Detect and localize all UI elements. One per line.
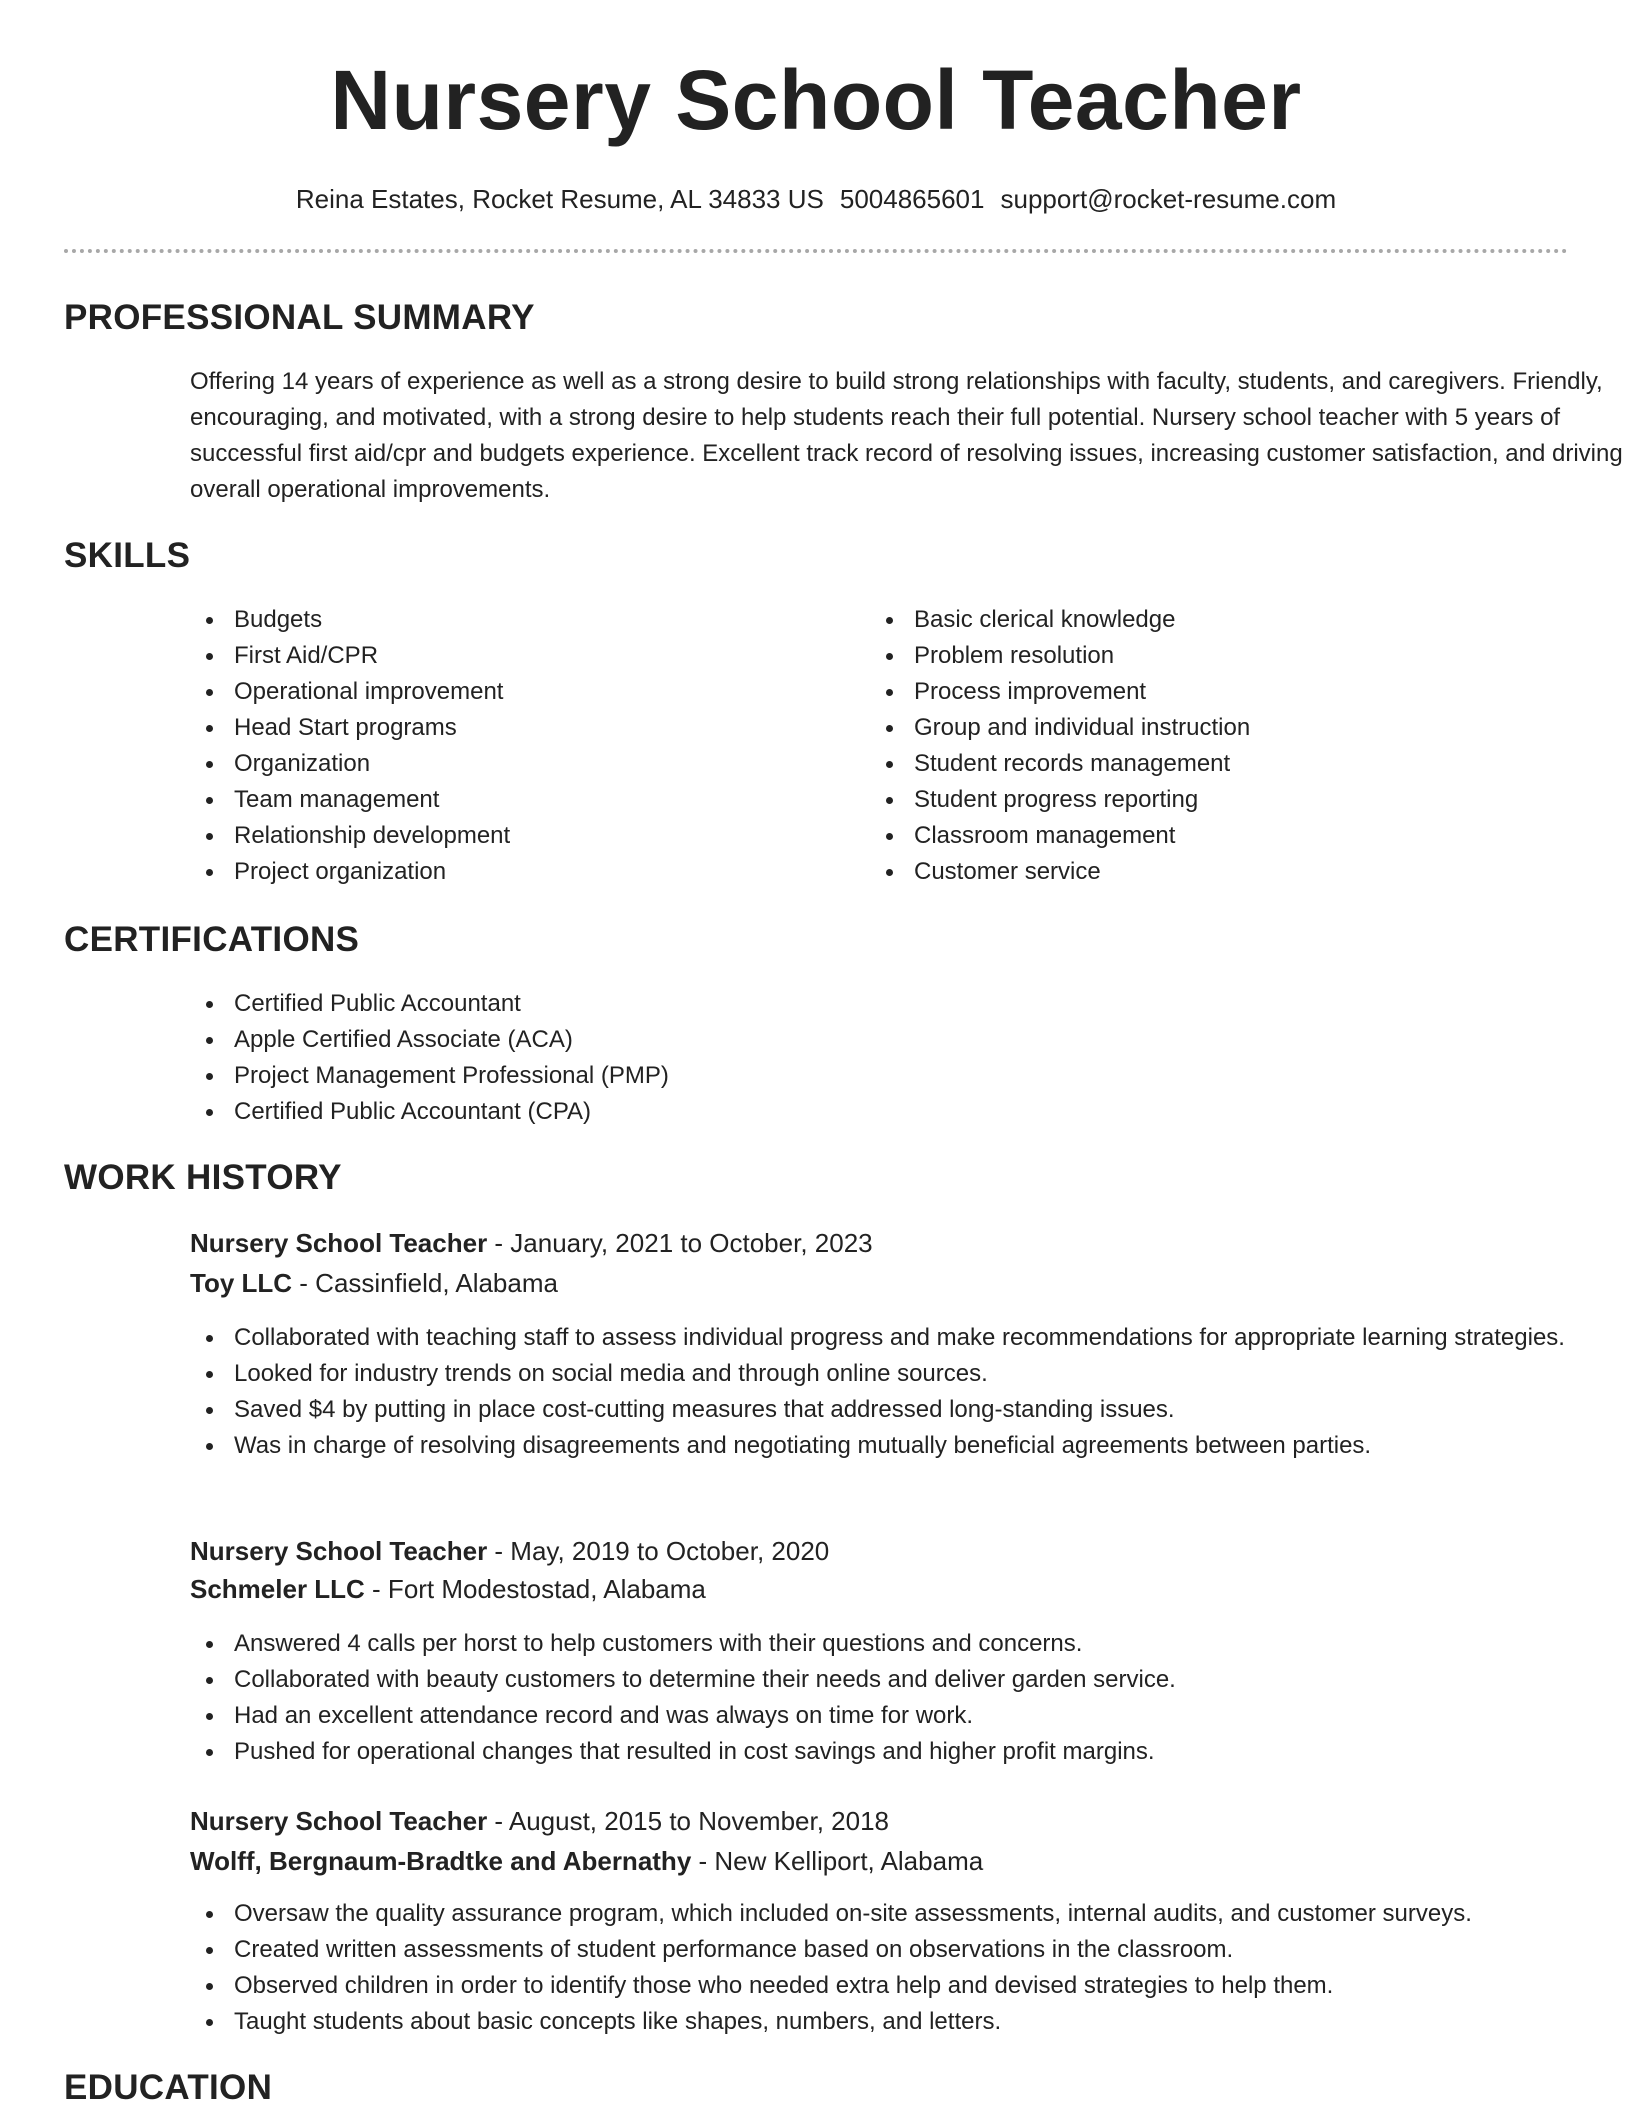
job-bullet: Collaborated with beauty customers to determine their needs and deliver garden service. <box>190 1662 1590 1698</box>
job-title: Nursery School Teacher <box>190 1806 488 1836</box>
skill-item: Student records management <box>870 746 1520 782</box>
skill-item: Team management <box>190 782 840 818</box>
job-bullet: Oversaw the quality assurance program, which included on-site assessments, internal audits, and customer surveys. <box>190 1896 1610 1932</box>
skill-item: Project organization <box>190 854 840 890</box>
skills-heading: SKILLS <box>64 536 191 575</box>
candidate-name: Nursery School Teacher <box>330 53 1302 147</box>
skill-item: First Aid/CPR <box>190 638 840 674</box>
contact-line <box>64 184 1568 215</box>
job-company: Wolff, Bergnaum-Bradtke and Abernathy <box>190 1846 692 1876</box>
skill-item: Group and individual instruction <box>870 710 1520 746</box>
job-title-line <box>190 1806 889 1837</box>
job-bullets <box>190 1896 1610 2040</box>
skill-item: Organization <box>190 746 840 782</box>
resume-page <box>64 0 1623 2112</box>
certification-item: Certified Public Accountant <box>190 986 1490 1022</box>
job-bullets <box>190 1626 1590 1770</box>
certification-item: Project Management Professional (PMP) <box>190 1058 1490 1094</box>
job-bullet: Pushed for operational changes that resulted in cost savings and higher profit margins. <box>190 1734 1590 1770</box>
certifications-list <box>190 986 1490 1130</box>
job-company-line <box>190 1846 983 1877</box>
job-bullet: Was in charge of resolving disagreements and negotiating mutually beneficial agreements between parties. <box>190 1428 1590 1464</box>
skill-item: Relationship development <box>190 818 840 854</box>
job-bullet: Taught students about basic concepts like shapes, numbers, and letters. <box>190 2004 1610 2040</box>
skill-item: Classroom management <box>870 818 1520 854</box>
job-bullet: Saved $4 by putting in place cost-cutting measures that addressed long-standing issues. <box>190 1392 1590 1428</box>
job-dates: - May, 2019 to October, 2020 <box>487 1536 830 1566</box>
skill-item: Head Start programs <box>190 710 840 746</box>
job-dates: - January, 2021 to October, 2023 <box>487 1228 873 1258</box>
skill-item: Process improvement <box>870 674 1520 710</box>
contact-phone: 5004865601 <box>839 184 985 214</box>
contact-email: support@rocket-resume.com <box>1000 184 1337 214</box>
job-location: - Cassinfield, Alabama <box>292 1268 558 1298</box>
skill-item: Problem resolution <box>870 638 1520 674</box>
skill-item: Operational improvement <box>190 674 840 710</box>
summary-heading: PROFESSIONAL SUMMARY <box>64 298 535 337</box>
skills-list-left <box>190 602 840 890</box>
job-company: Schmeler LLC <box>190 1574 365 1604</box>
job-location: - Fort Modestostad, Alabama <box>364 1574 706 1604</box>
job-bullet: Collaborated with teaching staff to assess individual progress and make recommendations for appropriate learning strategies. <box>190 1320 1590 1356</box>
job-bullet: Had an excellent attendance record and was always on time for work. <box>190 1698 1590 1734</box>
job-bullet: Answered 4 calls per horst to help customers with their questions and concerns. <box>190 1626 1590 1662</box>
job-bullet: Created written assessments of student performance based on observations in the classroom. <box>190 1932 1610 1968</box>
certification-item: Apple Certified Associate (ACA) <box>190 1022 1490 1058</box>
education-heading: EDUCATION <box>64 2068 273 2107</box>
skill-item: Basic clerical knowledge <box>870 602 1520 638</box>
job-company-line <box>190 1574 706 1605</box>
skill-item: Student progress reporting <box>870 782 1520 818</box>
summary-text: Offering 14 years of experience as well as a strong desire to build strong relationships with faculty, students, and caregivers. Friendly, encouraging, and motivated, with a strong desire to help students reach their full potential. Nursery school teacher with 5 years of successful first aid/cpr and budgets experience. Excellent track record of resolving issues, increasing customer satisfaction, and driving overall operational improvements. <box>190 368 1623 503</box>
job-company: Toy LLC <box>190 1268 293 1298</box>
job-company-line <box>190 1268 558 1299</box>
work-history-heading: WORK HISTORY <box>64 1158 342 1197</box>
certification-item: Certified Public Accountant (CPA) <box>190 1094 1490 1130</box>
certifications-heading: CERTIFICATIONS <box>64 920 360 959</box>
skill-item: Customer service <box>870 854 1520 890</box>
skills-list-right <box>870 602 1520 890</box>
job-title-line <box>190 1228 873 1259</box>
job-dates: - August, 2015 to November, 2018 <box>487 1806 890 1836</box>
job-bullet: Observed children in order to identify those who needed extra help and devised strategies to help them. <box>190 1968 1610 2004</box>
job-bullet: Looked for industry trends on social media and through online sources. <box>190 1356 1590 1392</box>
job-title: Nursery School Teacher <box>190 1228 488 1258</box>
skill-item: Budgets <box>190 602 840 638</box>
job-title: Nursery School Teacher <box>190 1536 488 1566</box>
header-divider <box>64 249 1568 253</box>
job-title-line <box>190 1536 829 1567</box>
job-bullets <box>190 1320 1590 1464</box>
job-location: - New Kelliport, Alabama <box>691 1846 984 1876</box>
contact-address: Reina Estates, Rocket Resume, AL 34833 US <box>295 184 824 214</box>
